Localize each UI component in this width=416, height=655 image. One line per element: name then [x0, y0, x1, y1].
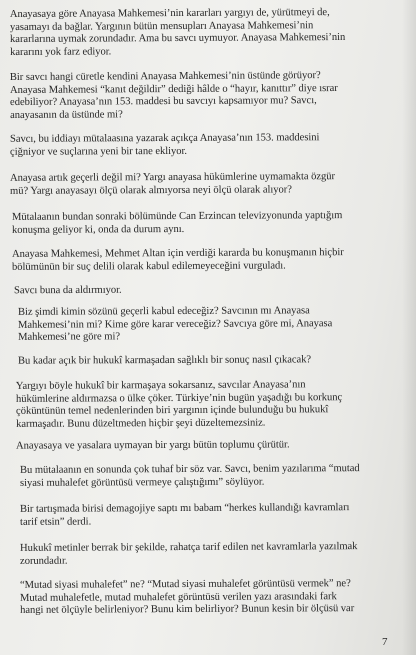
- paragraph-7: [14, 285, 122, 298]
- paragraph-2-line-2: Anayasa Mahkemesi “kanıt değildir” dediği hâlde o “hayır, kanıttır” diye ısrar: [9, 82, 338, 96]
- paragraph-1-line-4: kararını yok farz ediyor.: [10, 46, 112, 58]
- paragraph-12-line-2: siyasi muhalefet görüntüsü vermeye çalıştığımı” söylüyor.: [20, 476, 265, 489]
- page-shadow-edge: [402, 0, 416, 655]
- paragraph-8-line-3: Mahkemesi’ne göre mi?: [18, 331, 121, 344]
- paragraph-1: [10, 7, 346, 59]
- paragraph-4-line-2: mü? Yargı anayasayı ölçü olarak almıyorsa neyi ölçü olarak alıyor?: [10, 183, 292, 197]
- paragraph-5-line-2: konuşma geliyor ki, onda da durum aynı.: [12, 223, 185, 236]
- paragraph-6: [12, 247, 344, 274]
- paragraph-12-line-1: Bu mütalaanın en sonunda çok tuhaf bir söz var. Savcı, benim yazılarıma “mutad: [19, 463, 360, 476]
- paragraph-13-line-2: tarif etsin” derdi.: [20, 516, 92, 528]
- paragraph-10: [16, 379, 342, 431]
- paragraph-4-line-1: Anayasa artık geçerli değil mi? Yargı anayasa hükümlerine uymamakta özgür: [9, 171, 336, 184]
- paragraph-3: [10, 132, 320, 159]
- paragraph-10-line-4: karmaşadır. Bunu düzeltmeden hiçbir şeyi düzeltemezsiniz.: [16, 417, 266, 430]
- paragraph-13: [20, 502, 350, 529]
- paragraph-6-line-2: bölümünün bir suç delili olarak kabul edilemeyeceğini vurguladı.: [12, 260, 286, 273]
- paragraph-8: [18, 305, 332, 344]
- paragraph-1-line-2: yasamayı da bağlar. Yargının bütün mensupları Anayasa Mahkemesi’nin: [9, 19, 314, 33]
- paragraph-2-line-1: Bir savcı hangi cüretle kendini Anayasa Mahkemesi’nin üstünde görüyor?: [9, 70, 321, 84]
- paragraph-5-line-1: Mütalaanın bundan sonraki bölümünde Can Erzincan televizyonunda yaptığım: [11, 210, 343, 223]
- paragraph-4: [10, 171, 335, 198]
- paragraph-3-line-1: Savcı, bu iddiayı mütalaasına yazarak açıkça Anayasa’nın 153. maddesini: [9, 132, 320, 145]
- paragraph-14-line-1: Hukukî metinler berrak bir şekilde, rahatça tarif edilen net kavramlarla yazılmak: [19, 541, 358, 554]
- paragraph-8-line-1: Biz şimdi kimin sözünü geçerli kabul edeceğiz? Savcının mı Anayasa: [17, 305, 310, 318]
- paragraph-9: [18, 354, 311, 368]
- paragraph-15-line-1: “Mutad siyasi muhalefet” ne? “Mutad siyasi muhalefet görüntüsü vermek” ne?: [19, 578, 351, 591]
- paragraph-15-line-3: hangi net ölçüyle belirleniyor? Bunu kim belirliyor? Bunun kesin bir ölçüsü var: [20, 603, 355, 617]
- paragraph-14: [20, 541, 358, 568]
- paragraph-14-line-2: zorundadır.: [20, 555, 68, 567]
- paragraph-9-line-1: Bu kadar açık bir hukukî karmaşadan sağlıklı bir sonuç nasıl çıkacak?: [17, 354, 312, 367]
- paragraph-1-line-1: Anayasaya göre Anayasa Mahkemesi’nin kararları yargıyı de, yürütmeyi de,: [9, 7, 330, 21]
- page-number: 7: [382, 636, 388, 648]
- paragraph-2: [10, 70, 338, 122]
- paragraph-2-line-3: edebiliyor? Anayasa’nın 153. maddesi bu savcıyı kapsamıyor mu? Savcı,: [10, 95, 317, 109]
- paragraph-13-line-1: Bir tartışmada birisi demagojiye saptı mı babam “herkes kullandığı kavramları: [19, 502, 350, 515]
- paragraph-10-line-3: çöküntünün temel nedenlerinden biri yargının içinde bulunduğu bu hukukî: [16, 404, 329, 418]
- paragraph-10-line-1: Yargıyı böyle hukukî bir karmaşaya sokarsanız, savcılar Anayasa’nın: [15, 379, 306, 392]
- paragraph-12: [20, 463, 360, 490]
- paragraph-15: [20, 578, 354, 618]
- paragraph-6-line-1: Anayasa Mahkemesi, Mehmet Altan için verdiği kararda bu konuşmanın hiçbir: [11, 247, 344, 260]
- paragraph-11-line-1: Anayasaya ve yasalara uymayan bir yargı bütün toplumu çürütür.: [15, 439, 290, 452]
- paragraph-3-line-2: çiğniyor ve suçlarına yeni bir tane ekliyor.: [10, 145, 188, 158]
- paragraph-8-line-2: Mahkemesi’nin mi? Kime göre karar vereceğiz? Savcıya göre mi, Anayasa: [17, 317, 333, 331]
- paragraph-10-line-2: hükümlerine aldırmazsa o ülke çöker. Türkiye’nin bugün yaşadığı bu korkunç: [15, 391, 343, 405]
- paragraph-1-line-3: kararlarına uymak zorundadır. Ama bu savcı uymuyor. Anayasa Mahkemesi’nin: [10, 32, 346, 46]
- paragraph-11: [16, 439, 290, 453]
- paragraph-7-line-1: Savcı buna da aldırmıyor.: [13, 284, 122, 297]
- paragraph-15-line-2: Mutad muhalefetle, mutad muhalefet görüntüsü verilen yazı arasındaki fark: [19, 590, 337, 604]
- paragraph-2-line-4: anayasanın da üstünde mi?: [10, 109, 123, 121]
- paragraph-5: [12, 210, 342, 237]
